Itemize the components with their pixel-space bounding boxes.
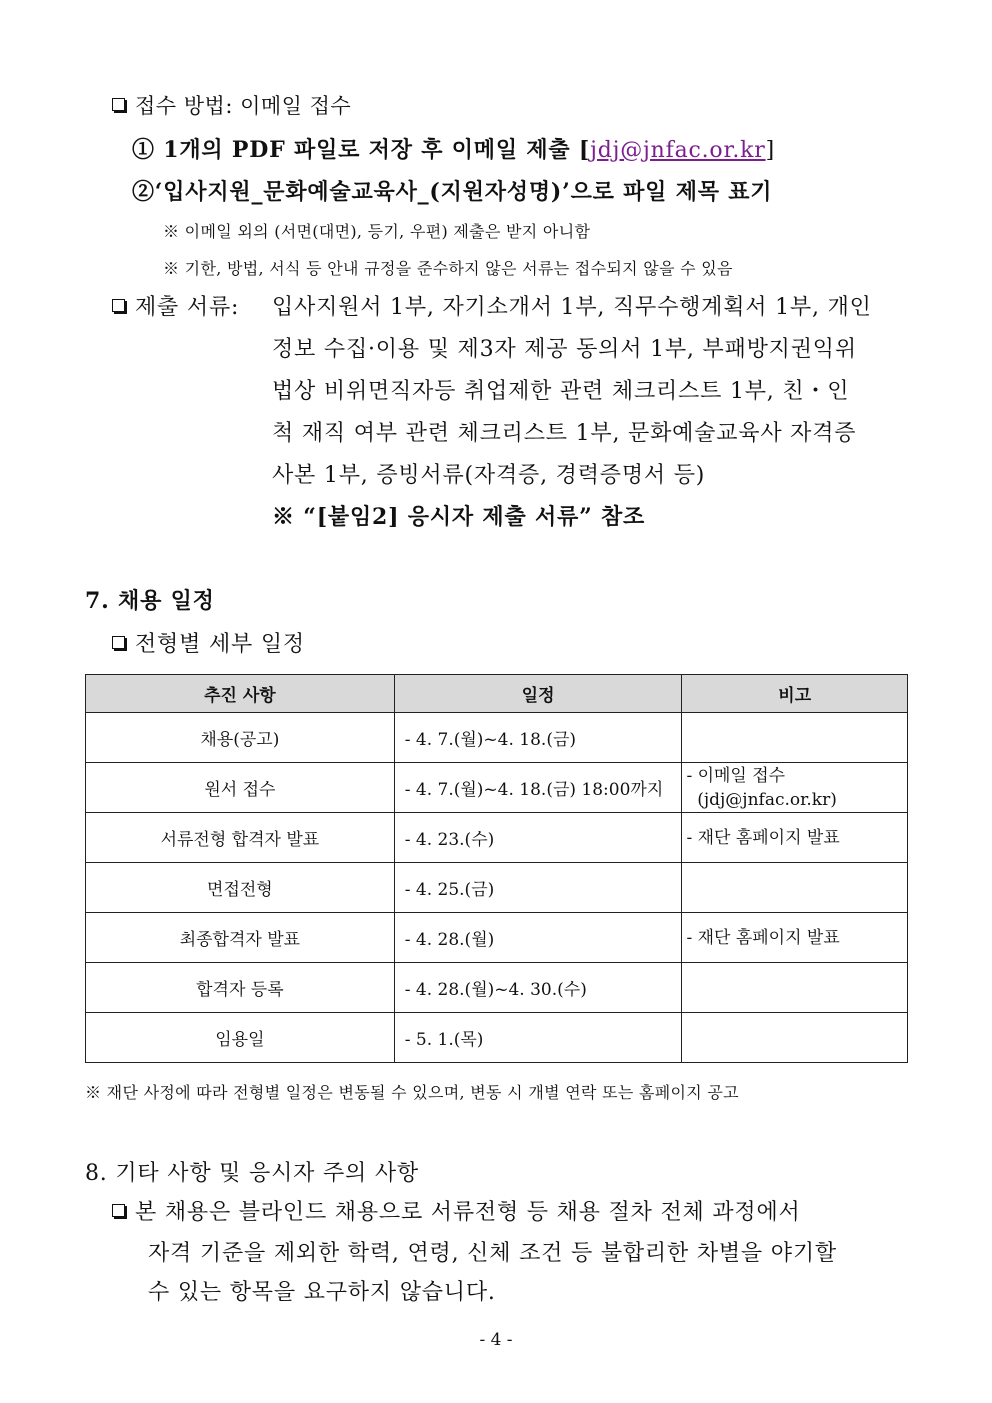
cell-date: - 4. 7.(월)~4. 18.(금) [394,713,682,763]
documents-reference: ※ “[붙임2] 응시자 제출 서류” 참조 [272,504,646,530]
checkbox-square-icon [112,98,125,111]
section-title-other: 8. 기타 사항 및 응시자 주의 사항 [85,1161,419,1186]
documents-line: 법상 비위면직자등 취업제한 관련 체크리스트 1부, 친・인 [272,379,850,404]
column-header: 비고 [682,675,908,713]
cell-date: - 4. 7.(월)~4. 18.(금) 18:00까지 [394,763,682,813]
cell-item: 최종합격자 발표 [86,913,395,963]
schedule-subheading: 전형별 세부 일정 [112,627,305,658]
table-row [86,963,908,1013]
table-row [86,1013,908,1063]
column-header: 일정 [394,675,682,713]
cell-item: 서류전형 합격자 발표 [86,813,395,863]
section-title-schedule: 7. 채용 일정 [85,588,215,614]
cell-item: 합격자 등록 [86,963,395,1013]
method-note-1: ※ 이메일 외의 (서면(대면), 등기, 우편) 제출은 받지 아니함 [163,222,591,241]
documents-line: 척 재직 여부 관련 체크리스트 1부, 문화예술교육사 자격증 [272,421,857,446]
documents-label: 제출 서류: [112,290,239,321]
table-row [86,763,908,813]
cell-note [682,1013,908,1063]
column-header: 추진 사항 [86,675,395,713]
cell-date: - 4. 25.(금) [394,863,682,913]
other-line: 자격 기준을 제외한 학력, 연령, 신체 조건 등 불합리한 차별을 야기할 [148,1241,837,1266]
table-row [86,913,908,963]
cell-note: - 재단 홈페이지 발표 [682,813,908,863]
documents-line: 입사지원서 1부, 자기소개서 1부, 직무수행계획서 1부, 개인 [272,295,872,320]
documents-line: 사본 1부, 증빙서류(자격증, 경력증명서 등) [272,463,706,488]
method-heading: 접수 방법: 이메일 접수 [112,90,351,120]
documents-line: 정보 수집·이용 및 제3자 제공 동의서 1부, 부패방지권익위 [272,337,857,362]
checkbox-square-icon [112,636,125,649]
schedule-table [85,674,908,1063]
cell-item: 원서 접수 [86,763,395,813]
method-item-1: ① 1개의 PDF 파일로 저장 후 이메일 제출 [jdj@jnfac.or.kr] [132,137,775,163]
cell-note [682,713,908,763]
cell-date: - 4. 28.(월) [394,913,682,963]
checkbox-square-icon [112,299,125,312]
cell-note: - 재단 홈페이지 발표 [682,913,908,963]
table-row [86,713,908,763]
cell-note [682,963,908,1013]
cell-item: 채용(공고) [86,713,395,763]
table-header-row [86,675,908,713]
cell-date: - 5. 1.(목) [394,1013,682,1063]
schedule-footnote: ※ 재단 사정에 따라 전형별 일정은 변동될 수 있으며, 변동 시 개별 연락 또는 홈페이지 공고 [85,1083,739,1102]
email-link[interactable]: jdj@jnfac.or.kr [590,138,766,163]
table-row [86,863,908,913]
cell-date: - 4. 28.(월)~4. 30.(수) [394,963,682,1013]
checkbox-square-icon [112,1204,125,1217]
other-line: 본 채용은 블라인드 채용으로 서류전형 등 채용 절차 전체 과정에서 [112,1195,801,1226]
page-number: - 4 - [479,1330,513,1350]
cell-item: 면접전형 [86,863,395,913]
table-row [86,813,908,863]
cell-note: - 이메일 접수 (jdj@jnfac.or.kr) [682,763,908,813]
cell-date: - 4. 23.(수) [394,813,682,863]
method-note-2: ※ 기한, 방법, 서식 등 안내 규정을 준수하지 않은 서류는 접수되지 않을 수 있음 [163,259,733,278]
cell-item: 임용일 [86,1013,395,1063]
method-item-2: ②‘입사지원_문화예술교육사_(지원자성명)’으로 파일 제목 표기 [132,179,773,205]
other-line: 수 있는 항목을 요구하지 않습니다. [148,1280,496,1305]
cell-note [682,863,908,913]
